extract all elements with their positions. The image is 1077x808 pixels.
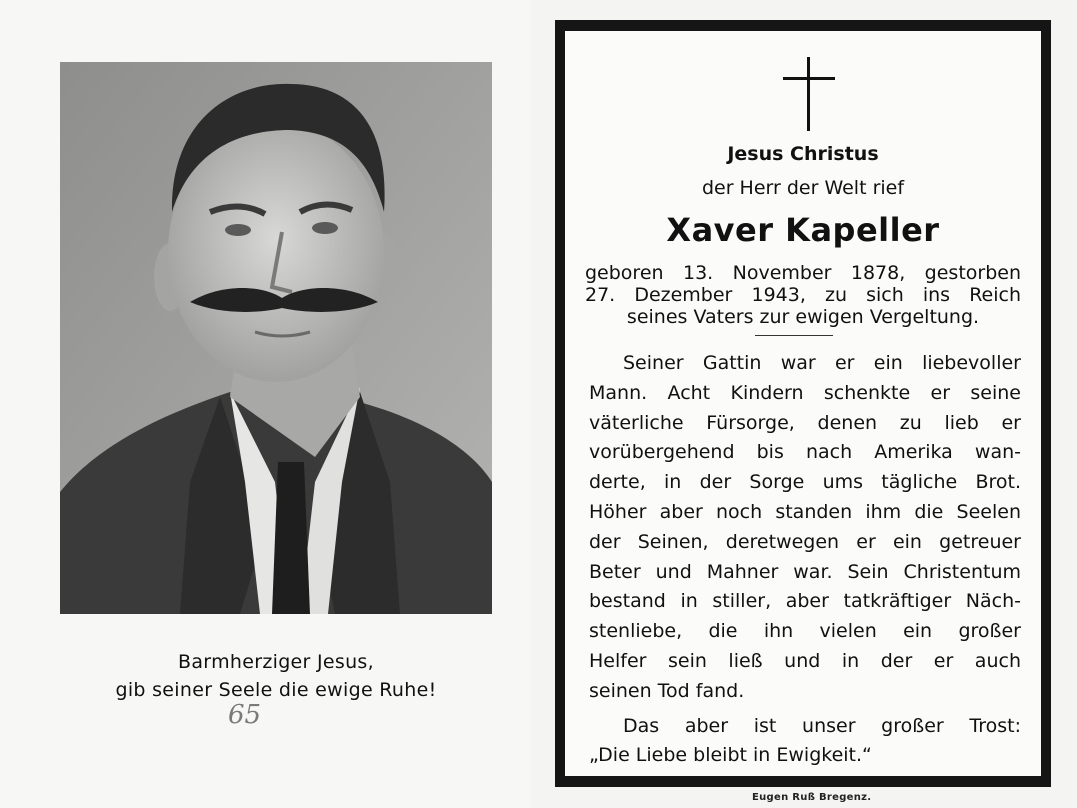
eulogy-line: Beter und Mahner war. Sein Christentum bbox=[589, 560, 1021, 583]
subheading: der Herr der Welt rief bbox=[701, 177, 905, 199]
eulogy-line: stenliebe, die ihn vielen ein großer bbox=[589, 620, 1021, 643]
eulogy-text bbox=[589, 349, 1021, 771]
eulogy-line: Helfer sein ließ und in der er auch bbox=[589, 649, 1021, 672]
portrait-card bbox=[0, 0, 530, 808]
eulogy-line: seinen Tod fand. bbox=[589, 679, 745, 702]
cross-icon bbox=[783, 57, 835, 131]
eulogy-line: Mann. Acht Kindern schenkte er seine bbox=[589, 381, 1021, 404]
eulogy-line: väterliche Fürsorge, denen zu lieb er bbox=[589, 411, 1021, 434]
eulogy-line: der Seinen, deretwegen er ein getreuer bbox=[589, 530, 1021, 553]
eulogy-line: Seiner Gattin war er ein liebevoller bbox=[623, 352, 1021, 374]
eulogy-line: Höher aber noch standen ihm die Seelen bbox=[589, 500, 1021, 523]
portrait-image bbox=[60, 62, 492, 614]
eulogy-line: derte, in der Sorge ums tägliche Brot. bbox=[589, 471, 1021, 494]
heading: Jesus Christus bbox=[727, 143, 879, 165]
portrait-photo bbox=[60, 62, 492, 614]
closing-line: „Die Liebe bleibt in Ewigkeit.“ bbox=[589, 744, 872, 767]
prayer-line-1: Barmherziger Jesus, bbox=[178, 651, 374, 673]
obituary-card bbox=[555, 20, 1051, 787]
prayer-text bbox=[60, 648, 492, 704]
divider bbox=[755, 335, 833, 336]
eulogy-line: bestand in stiller, aber tatkräftiger Näch- bbox=[589, 590, 1021, 613]
printer-credit: Eugen Ruß Bregenz. bbox=[752, 792, 872, 803]
date-line: geboren 13. November 1878, gestorben bbox=[585, 262, 1021, 284]
prayer-line-2: gib seiner Seele die ewige Ruhe! bbox=[115, 679, 437, 701]
dates-block bbox=[585, 262, 1021, 328]
date-line: seines Vaters zur ewigen Vergeltung. bbox=[626, 306, 980, 328]
deceased-name: Xaver Kapeller bbox=[666, 211, 940, 249]
handwritten-note: 65 bbox=[228, 700, 262, 730]
eulogy-line: vorübergehend bis nach Amerika wan- bbox=[589, 441, 1021, 464]
date-line: 27. Dezember 1943, zu sich ins Reich bbox=[585, 284, 1021, 306]
closing-line: Das aber ist unser großer Trost: bbox=[623, 714, 1021, 737]
